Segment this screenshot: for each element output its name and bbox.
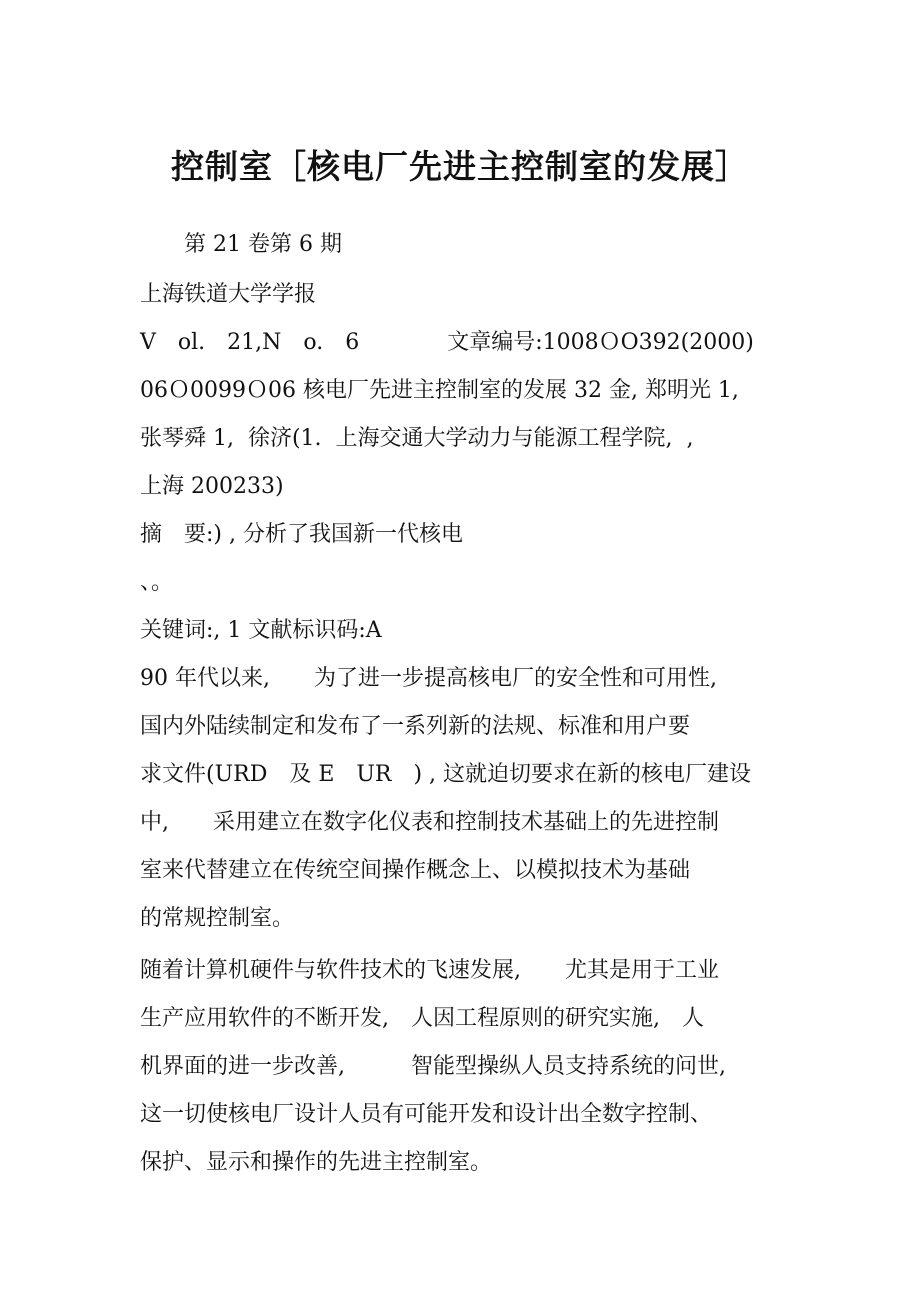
paragraph-2-line-3: 机界面的进一步改善, 智能型操纵人员支持系统的问世,	[140, 1054, 726, 1079]
authors-line-2: 张琴舜 1, 徐济(1. 上海交通大学动力与能源工程学院, ,	[140, 426, 694, 451]
paragraph-2-line-2: 生产应用软件的不断开发, 人因工程原则的研究实施, 人	[140, 1006, 704, 1031]
document-title: 控制室［核电厂先进主控制室的发展］	[171, 147, 749, 186]
abstract-line: 摘 要:) , 分析了我国新一代核电	[140, 522, 463, 547]
journal-name-line: 上海铁道大学学报	[140, 282, 317, 307]
paragraph-1-line-6: 的常规控制室。	[140, 906, 295, 931]
paragraph-1-line-2: 国内外陆续制定和发布了一系列新的法规、标准和用户要	[140, 714, 691, 739]
paragraph-1-line-3: 求文件(URD 及 E UR ) , 这就迫切要求在新的核电厂建设	[140, 762, 752, 787]
article-number-line: V ol. 21,N o. 6 文章编号:1008ＯO392(2000)	[140, 330, 754, 355]
abstract-continuation-line: 、。	[140, 570, 174, 595]
paragraph-2-line-1: 随着计算机硬件与软件技术的飞速发展, 尤其是用于工业	[140, 958, 719, 983]
paragraph-2-line-4: 这一切使核电厂设计人员有可能开发和设计出全数字控制、	[140, 1102, 713, 1127]
paragraph-1-line-1: 90 年代以来, 为了进一步提高核电厂的安全性和可用性,	[140, 666, 717, 691]
keywords-line: 关键词:, 1 文献标识码:A	[140, 618, 382, 643]
affiliation-line: 上海 200233)	[140, 474, 284, 499]
authors-line-1: 06Ｏ0099Ｏ06 核电厂先进主控制室的发展 32 金, 郑明光 1,	[140, 378, 739, 403]
paragraph-1-line-5: 室来代替建立在传统空间操作概念上、以模拟技术为基础	[140, 858, 691, 883]
volume-line: 第 21 卷第 6 期	[140, 232, 342, 257]
paragraph-2-line-5: 保护、显示和操作的先进主控制室。	[140, 1150, 493, 1175]
paragraph-1-line-4: 中, 采用建立在数字化仪表和控制技术基础上的先进控制	[140, 810, 719, 835]
